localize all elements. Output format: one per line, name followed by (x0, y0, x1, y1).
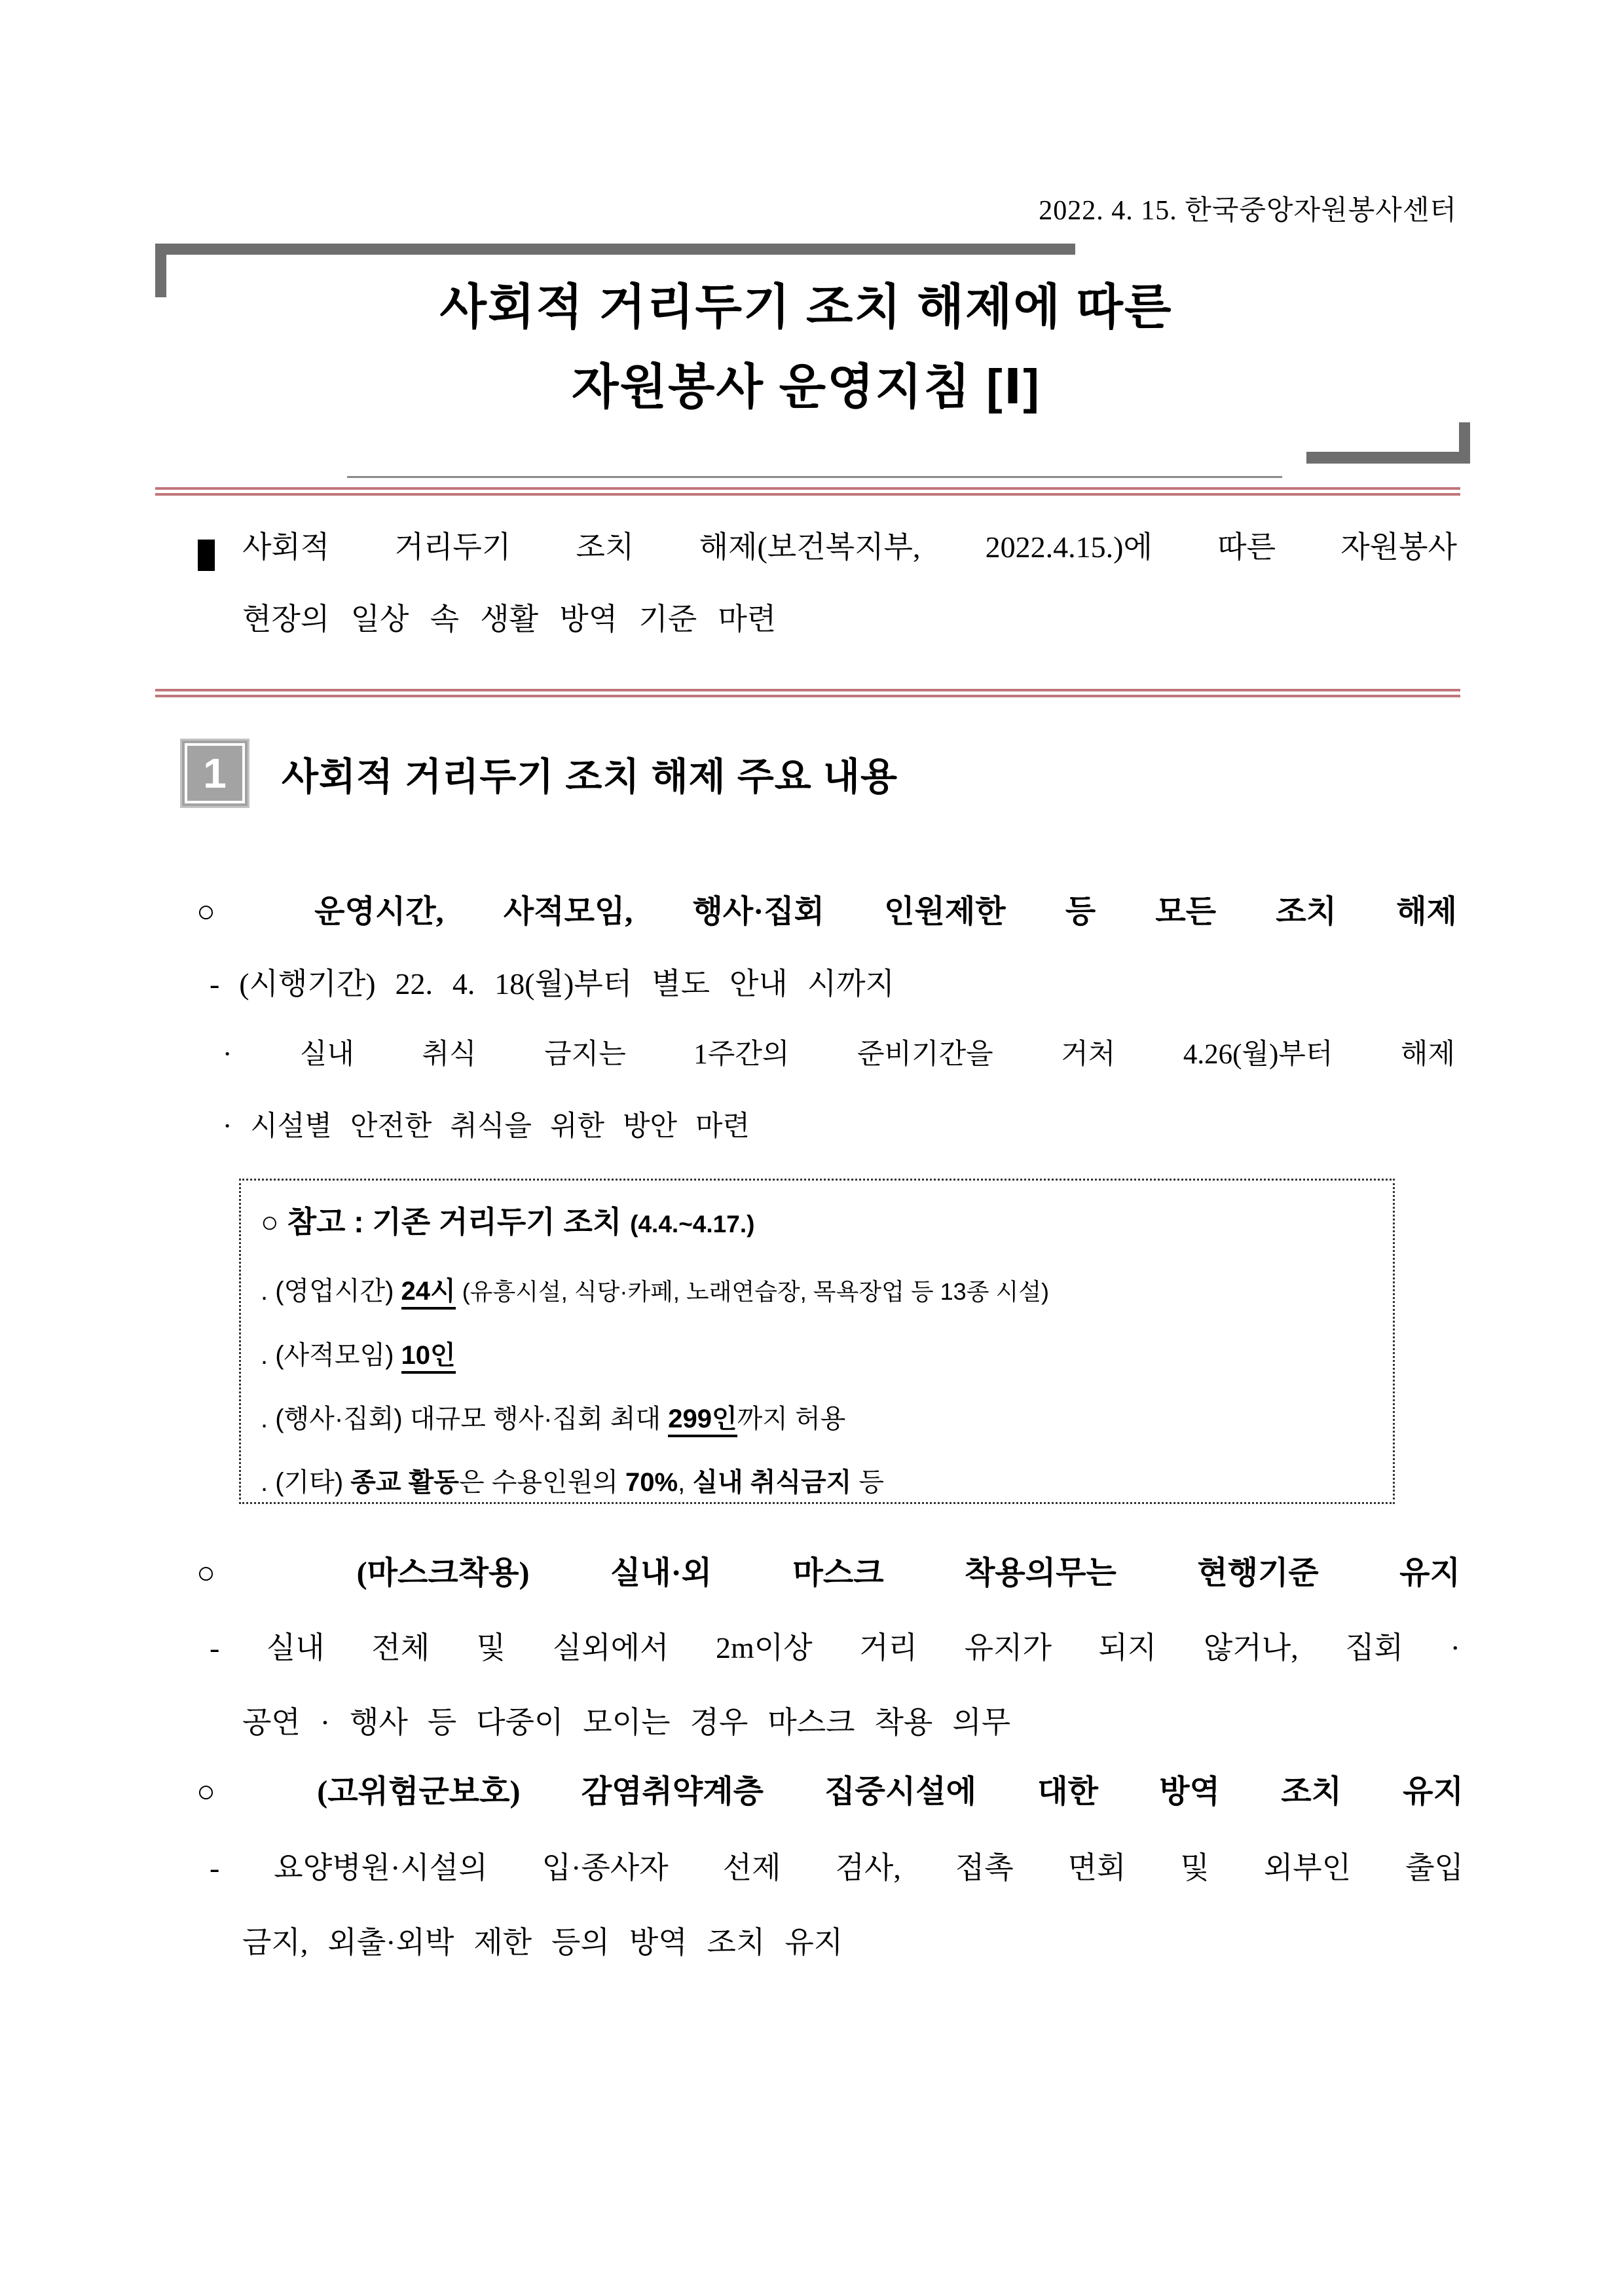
point3-heading: ○ (고위험군보호) 감염취약계층 집중시설에 대한 방역 조치 유지 (196, 1774, 1464, 1809)
ref-item1-prefix: . (영업시간) (261, 1277, 401, 1306)
ref-item3-suffix: 까지 허용 (737, 1405, 846, 1433)
document-title (155, 267, 1457, 427)
ref-item4-b3: 실내 취식금지 (692, 1468, 852, 1497)
reference-box-period: (4.4.~4.17.) (630, 1211, 755, 1238)
summary-line1: 사회적 거리두기 조치 해제(보건복지부, 2022.4.15.)에 따른 자원봉사 (242, 530, 1457, 564)
reference-box-heading-text: ○ 참고 : 기존 거리두기 조치 (261, 1205, 631, 1239)
summary-line2: 현장의 일상 속 생활 방역 기준 마련 (242, 602, 777, 636)
section1-heading: 사회적 거리두기 조치 해제 주요 내용 (282, 756, 898, 798)
point1-detail1: · 실내 취식 금지는 1주간의 준비기간을 거처 4.26(월)부터 해제 (223, 1039, 1455, 1070)
title-corner-bottom-right-vertical (1459, 422, 1470, 464)
reference-item-private-gathering (261, 1340, 1373, 1371)
ref-item4-b1: 종교 활동 (350, 1468, 459, 1497)
ref-item4-p3: , (678, 1468, 693, 1497)
date-header: 2022. 4. 15. 한국중앙자원봉사센터 (1039, 196, 1457, 226)
reference-box (239, 1179, 1395, 1504)
reference-item-etc (261, 1467, 1373, 1498)
ref-item4-p4: 등 (851, 1468, 885, 1497)
ref-item4-p1: . (기타) (261, 1468, 351, 1497)
point1-detail2: · 시설별 안전한 취식을 위한 방안 마련 (223, 1111, 750, 1142)
ref-item2-value: 10인 (401, 1341, 456, 1374)
section1-number-badge (180, 739, 249, 808)
point2-sub1: - 실내 전체 및 실외에서 2m이상 거리 유지가 되지 않거나, 집회 · (210, 1631, 1460, 1664)
title-corner-top-left-horizontal (155, 244, 1075, 255)
ref-item1-value: 24시 (401, 1277, 456, 1310)
ref-item1-note: (유흥시설, 식당·카페, 노래연습장, 목욕장업 등 13종 시설) (455, 1278, 1050, 1305)
title-corner-bottom-right-horizontal (1306, 452, 1470, 464)
summary-square-bullet (198, 540, 215, 571)
point1-sub1: - (시행기간) 22. 4. 18(월)부터 별도 안내 시까지 (210, 967, 895, 1001)
ref-item2-prefix: . (사적모임) (261, 1341, 401, 1370)
point1-heading: ○ 운영시간, 사적모임, 행사·집회 인원제한 등 모든 조치 해제 (196, 894, 1457, 929)
ref-item3-value: 299인 (668, 1405, 737, 1437)
reference-box-heading (261, 1203, 1373, 1243)
point2-sub2: 공연 · 행사 등 다중이 모이는 경우 마스크 착용 의무 (242, 1706, 1011, 1739)
point3-sub2: 금지, 외출·외박 제한 등의 방역 조치 유지 (242, 1926, 843, 1959)
red-divider-top (155, 487, 1460, 496)
reference-item-events (261, 1403, 1373, 1435)
document-title-line2: 자원봉사 운영지침 [Ⅰ] (572, 359, 1041, 414)
document-title-line1: 사회적 거리두기 조치 해제에 따른 (439, 280, 1173, 334)
ref-item4-p2: 은 수용인원의 (458, 1468, 626, 1497)
title-underline (347, 476, 1282, 478)
ref-item4-b2: 70% (625, 1468, 678, 1497)
red-divider-bottom (155, 689, 1460, 697)
ref-item3-prefix: . (행사·집회) 대규모 행사·집회 최대 (261, 1405, 669, 1433)
point3-sub1: - 요양병원·시설의 입·종사자 선제 검사, 접촉 면회 및 외부인 출입 (210, 1851, 1464, 1884)
reference-item-business-hours (261, 1276, 1373, 1308)
section1-number: 1 (185, 743, 245, 803)
point2-heading: ○ (마스크착용) 실내·외 마스크 착용의무는 현행기준 유지 (196, 1556, 1460, 1590)
